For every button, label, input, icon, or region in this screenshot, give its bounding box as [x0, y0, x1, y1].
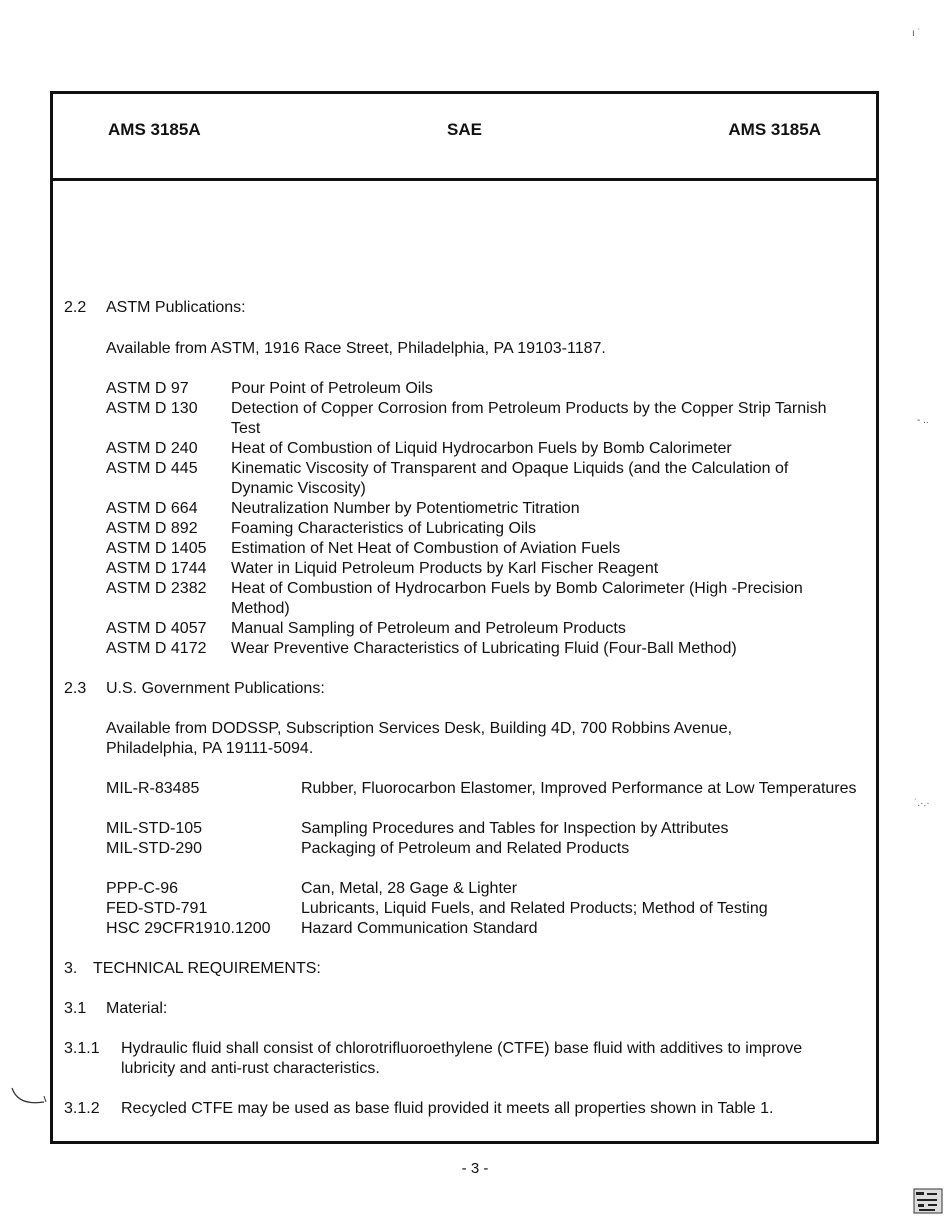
scan-speck: ˙.·.· [914, 798, 930, 809]
reference-title: Heat of Combustion of Liquid Hydrocarbon Fuels by Bomb Calorimeter [231, 440, 732, 457]
document-body [53, 181, 876, 1141]
reference-code: ASTM D 664 [106, 500, 198, 517]
section-title: Material: [106, 1000, 168, 1017]
reference-title: Detection of Copper Corrosion from Petroleum Products by the Copper Strip Tarnish Test [231, 400, 827, 437]
reference-code: ASTM D 1744 [106, 560, 207, 577]
section-number: 3.1.2 [64, 1100, 100, 1117]
paragraph-text: Hydraulic fluid shall consist of chlorotrifluoroethylene (CTFE) base fluid with additives to improve lubricity and anti-rust characteristics. [121, 1040, 803, 1077]
availability-text: Available from DODSSP, Subscription Services Desk, Building 4D, 700 Robbins Avenue, Philadelphia, PA 19111-5094. [106, 720, 733, 757]
reference-code: ASTM D 2382 [106, 580, 207, 597]
reference-code: ASTM D 240 [106, 440, 198, 457]
section-title: ASTM Publications: [106, 299, 246, 316]
reference-title: Wear Preventive Characteristics of Lubricating Fluid (Four-Ball Method) [231, 640, 737, 657]
reference-title: Manual Sampling of Petroleum and Petroleum Products [231, 620, 626, 637]
reference-code: ASTM D 4057 [106, 620, 207, 637]
section-number: 3.1.1 [64, 1040, 100, 1057]
section-title: U.S. Government Publications: [106, 680, 325, 697]
reference-title: Lubricants, Liquid Fuels, and Related Products; Method of Testing [301, 900, 768, 917]
reference-code: ASTM D 130 [106, 400, 198, 417]
page-frame [50, 91, 879, 1144]
reference-title: Pour Point of Petroleum Oils [231, 380, 433, 397]
scan-speck: ı ˙ [912, 28, 921, 39]
reference-code: PPP-C-96 [106, 880, 179, 897]
document-header [53, 94, 876, 181]
reference-code: FED-STD-791 [106, 900, 208, 917]
reference-title: Water in Liquid Petroleum Products by Karl Fischer Reagent [231, 560, 659, 577]
reference-title: Hazard Communication Standard [301, 920, 538, 937]
reference-title: Heat of Combustion of Hydrocarbon Fuels by Bomb Calorimeter (High -Precision Method) [231, 580, 803, 617]
reference-title: Sampling Procedures and Tables for Inspection by Attributes [301, 820, 729, 837]
reference-code: MIL-R-83485 [106, 780, 200, 797]
reference-title: Foaming Characteristics of Lubricating Oils [231, 520, 537, 537]
section-number: 2.2 [64, 299, 87, 316]
reference-title: Rubber, Fluorocarbon Elastomer, Improved Performance at Low Temperatures [301, 780, 857, 797]
reference-title: Can, Metal, 28 Gage & Lighter [301, 880, 518, 897]
header-doc-number-left: AMS 3185A [108, 120, 201, 139]
availability-text: Available from ASTM, 1916 Race Street, Philadelphia, PA 19103-1187. [106, 340, 606, 357]
paragraph-text: Recycled CTFE may be used as base fluid provided it meets all properties shown in Table 1. [121, 1100, 774, 1117]
reference-code: ASTM D 4172 [106, 640, 207, 657]
header-doc-number-right: AMS 3185A [728, 120, 821, 139]
header-publisher: SAE [447, 120, 482, 139]
section-title: TECHNICAL REQUIREMENTS: [93, 960, 321, 977]
reference-code: ASTM D 97 [106, 380, 189, 397]
scan-curve-mark [8, 1076, 50, 1110]
reference-code: MIL-STD-105 [106, 820, 203, 837]
reference-title: Packaging of Petroleum and Related Products [301, 840, 630, 857]
section-number: 3.1 [64, 1000, 87, 1017]
reference-code: ASTM D 892 [106, 520, 198, 537]
scan-speck: - .. [917, 415, 929, 426]
reference-code: HSC 29CFR1910.1200 [106, 920, 271, 937]
reference-code: ASTM D 445 [106, 460, 198, 477]
page-number: - 3 - [461, 1160, 489, 1177]
section-number: 3. [64, 960, 78, 977]
section-number: 2.3 [64, 680, 87, 697]
reference-title: Kinematic Viscosity of Transparent and Opaque Liquids (and the Calculation of Dynamic Viscosity) [231, 460, 789, 497]
reference-code: MIL-STD-290 [106, 840, 203, 857]
reference-code: ASTM D 1405 [106, 540, 207, 557]
reference-title: Estimation of Net Heat of Combustion of Aviation Fuels [231, 540, 621, 557]
reference-title: Neutralization Number by Potentiometric Titration [231, 500, 580, 517]
scan-stamp-mark [913, 1187, 943, 1215]
